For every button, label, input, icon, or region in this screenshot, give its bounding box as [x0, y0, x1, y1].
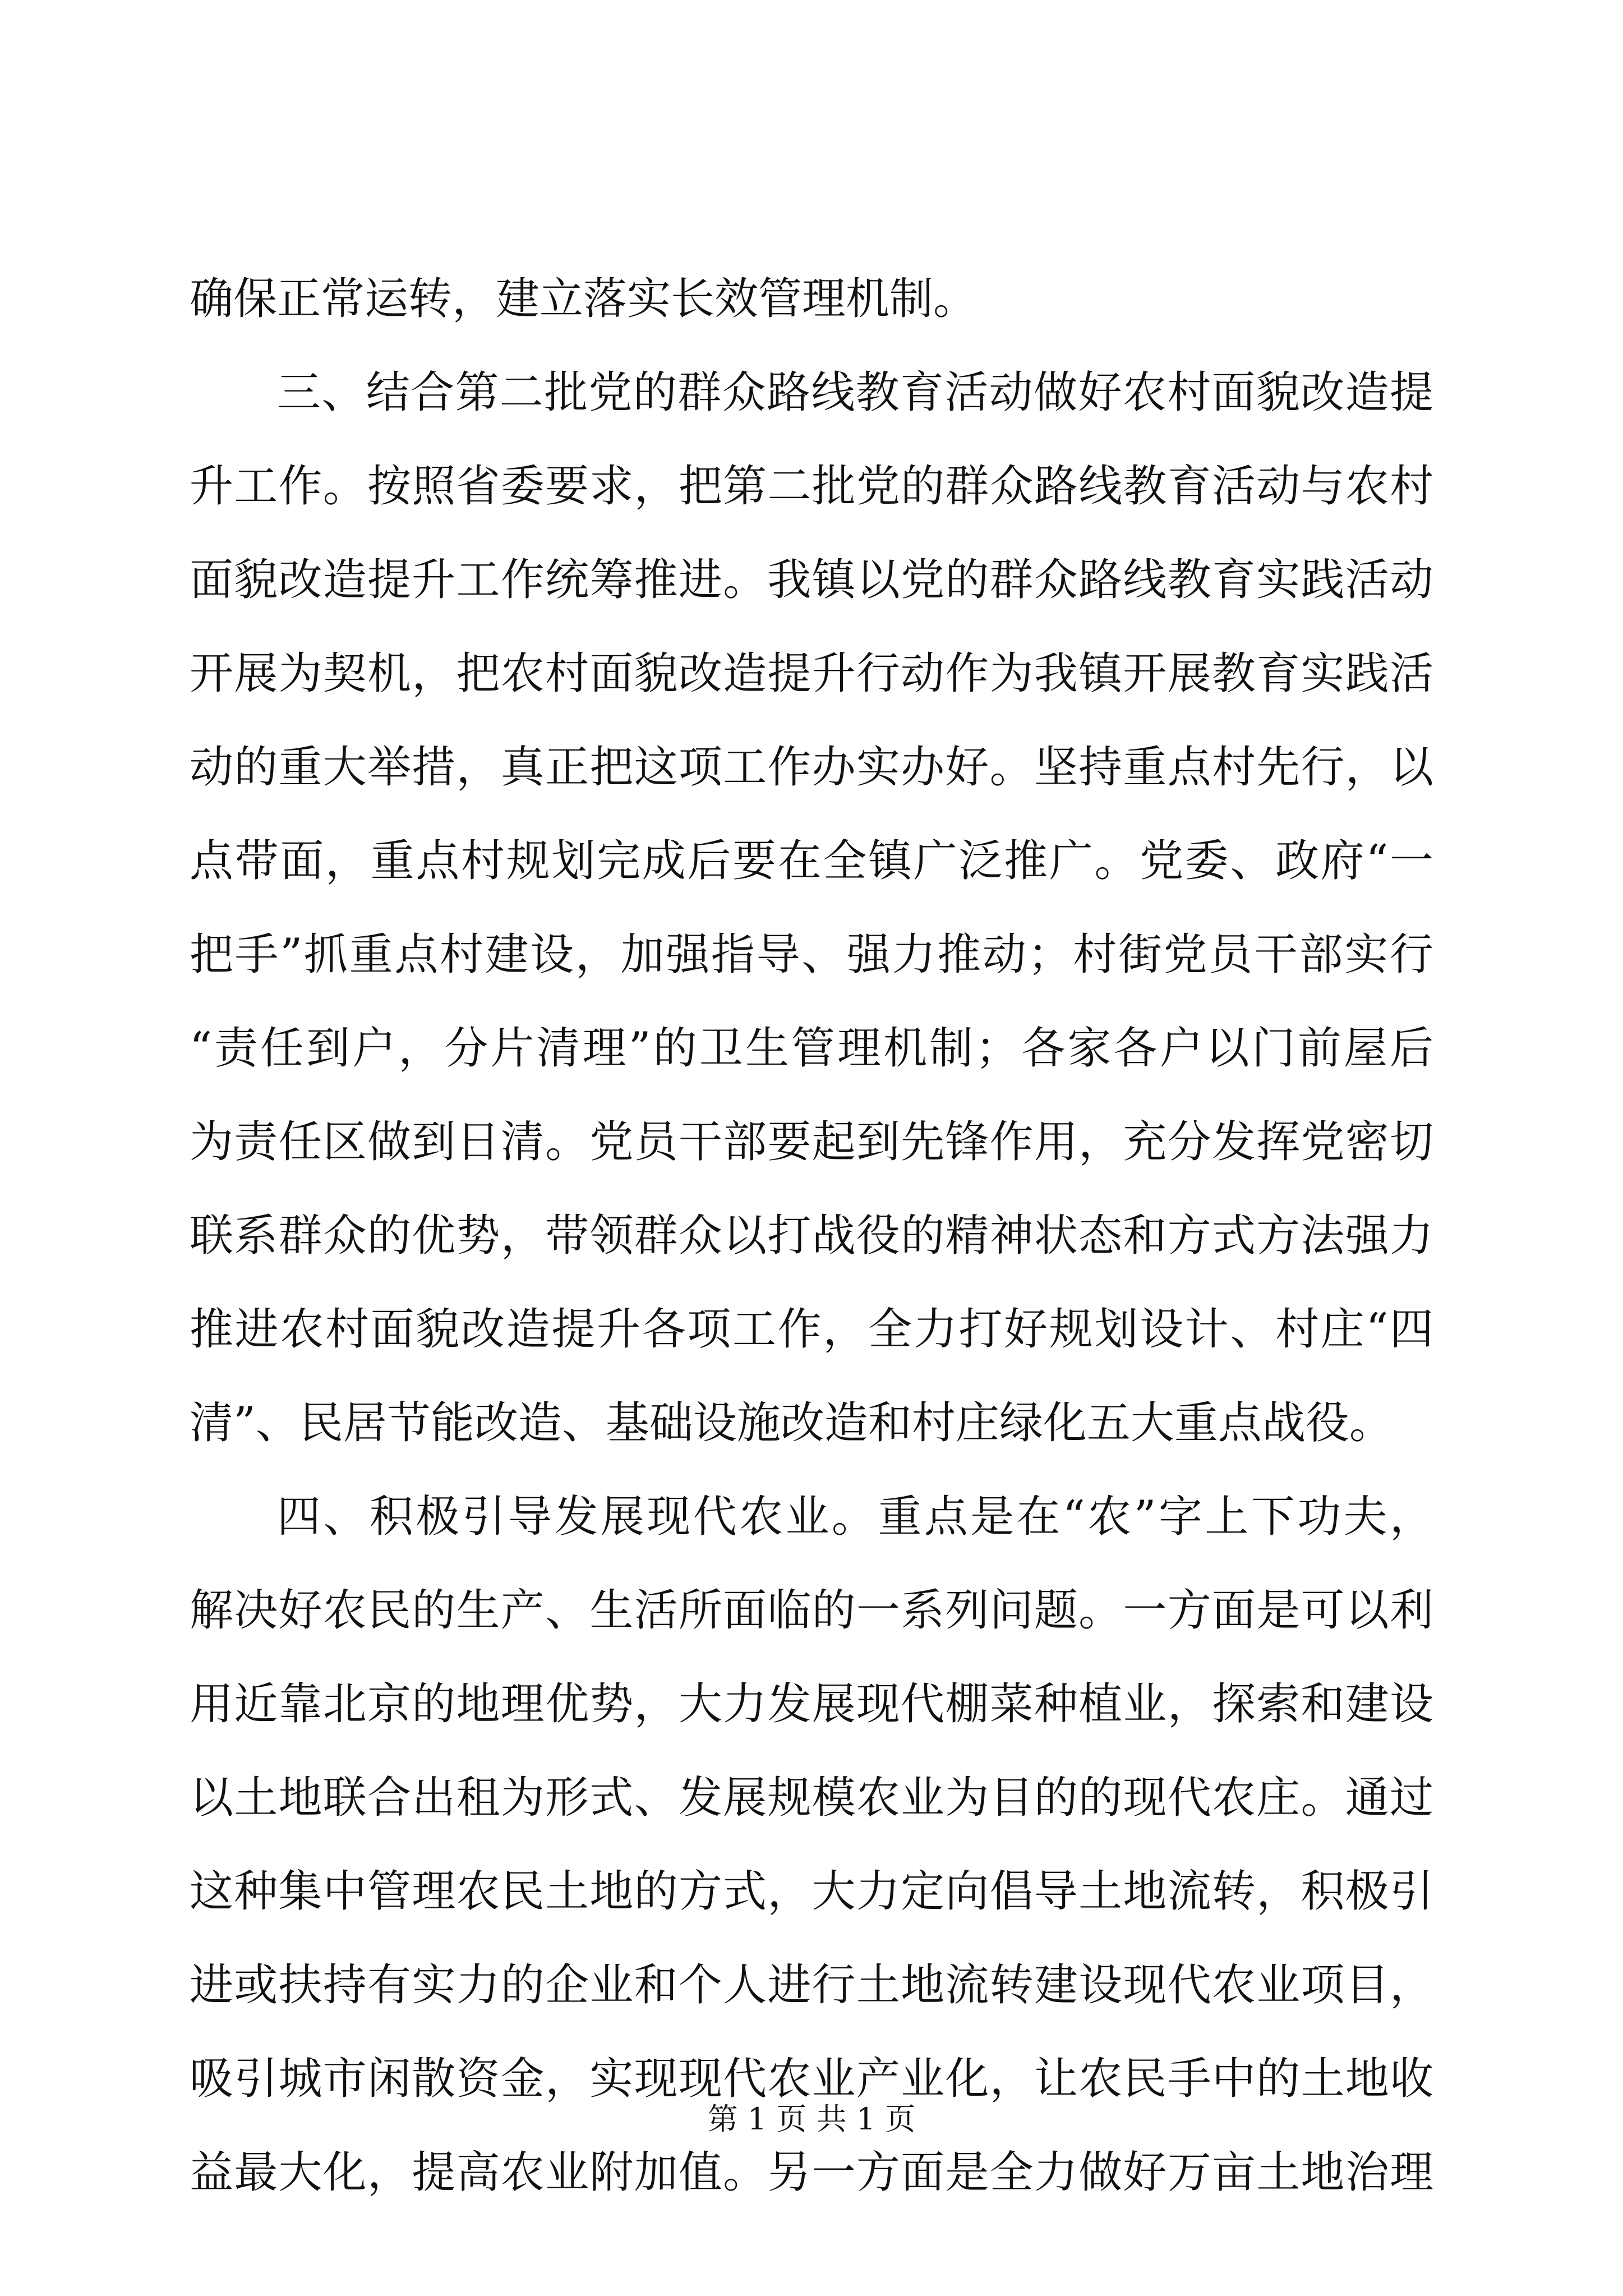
document-body [190, 252, 1433, 2220]
text-line: 联系群众的优势，带领群众以打战役的精神状态和方式方法强力 [190, 1211, 1433, 1261]
text-line: 动的重大举措，真正把这项工作办实办好。坚持重点村先行，以 [190, 742, 1433, 793]
text-line: 为责任区做到日清。党员干部要起到先锋作用，充分发挥党密切 [190, 1117, 1433, 1167]
text-line: 把手”抓重点村建设，加强指导、强力推动；村街党员干部实行 [190, 930, 1433, 980]
text-line: 三、结合第二批党的群众路线教育活动做好农村面貌改造提 [277, 367, 1433, 418]
text-line: 清”、民居节能改造、基础设施改造和村庄绿化五大重点战役。 [190, 1398, 1393, 1448]
text-line: “责任到户，分片清理”的卫生管理机制；各家各户以门前屋后 [190, 1023, 1433, 1074]
text-line: 确保正常运转，建立落实长效管理机制。 [190, 274, 978, 324]
text-line: 益最大化，提高农业附加值。另一方面是全力做好万亩土地治理 [190, 2147, 1433, 2198]
page-footer: 第 1 页 共 1 页 [707, 2101, 916, 2137]
text-line: 这种集中管理农民土地的方式，大力定向倡导土地流转，积极引 [190, 1866, 1433, 1917]
text-line: 面貌改造提升工作统筹推进。我镇以党的群众路线教育实践活动 [190, 555, 1433, 605]
text-line: 进或扶持有实力的企业和个人进行土地流转建设现代农业项目， [190, 1960, 1433, 2010]
text-line: 解决好农民的生产、生活所面临的一系列问题。一方面是可以利 [190, 1585, 1433, 1636]
text-line: 以土地联合出租为形式、发展规模农业为目的的现代农庄。通过 [190, 1773, 1433, 1823]
text-line: 四、积极引导发展现代农业。重点是在“农”字上下功夫， [277, 1492, 1433, 1542]
text-line: 升工作。按照省委要求，把第二批党的群众路线教育活动与农村 [190, 461, 1433, 512]
text-line: 吸引城市闲散资金，实现现代农业产业化，让农民手中的土地收 [190, 2054, 1433, 2104]
text-line: 用近靠北京的地理优势，大力发展现代棚菜种植业，探索和建设 [190, 1679, 1433, 1729]
text-line: 点带面，重点村规划完成后要在全镇广泛推广。党委、政府“一 [190, 836, 1433, 886]
text-line: 推进农村面貌改造提升各项工作，全力打好规划设计、村庄“四 [190, 1304, 1433, 1355]
text-line: 开展为契机，把农村面貌改造提升行动作为我镇开展教育实践活 [190, 648, 1433, 699]
